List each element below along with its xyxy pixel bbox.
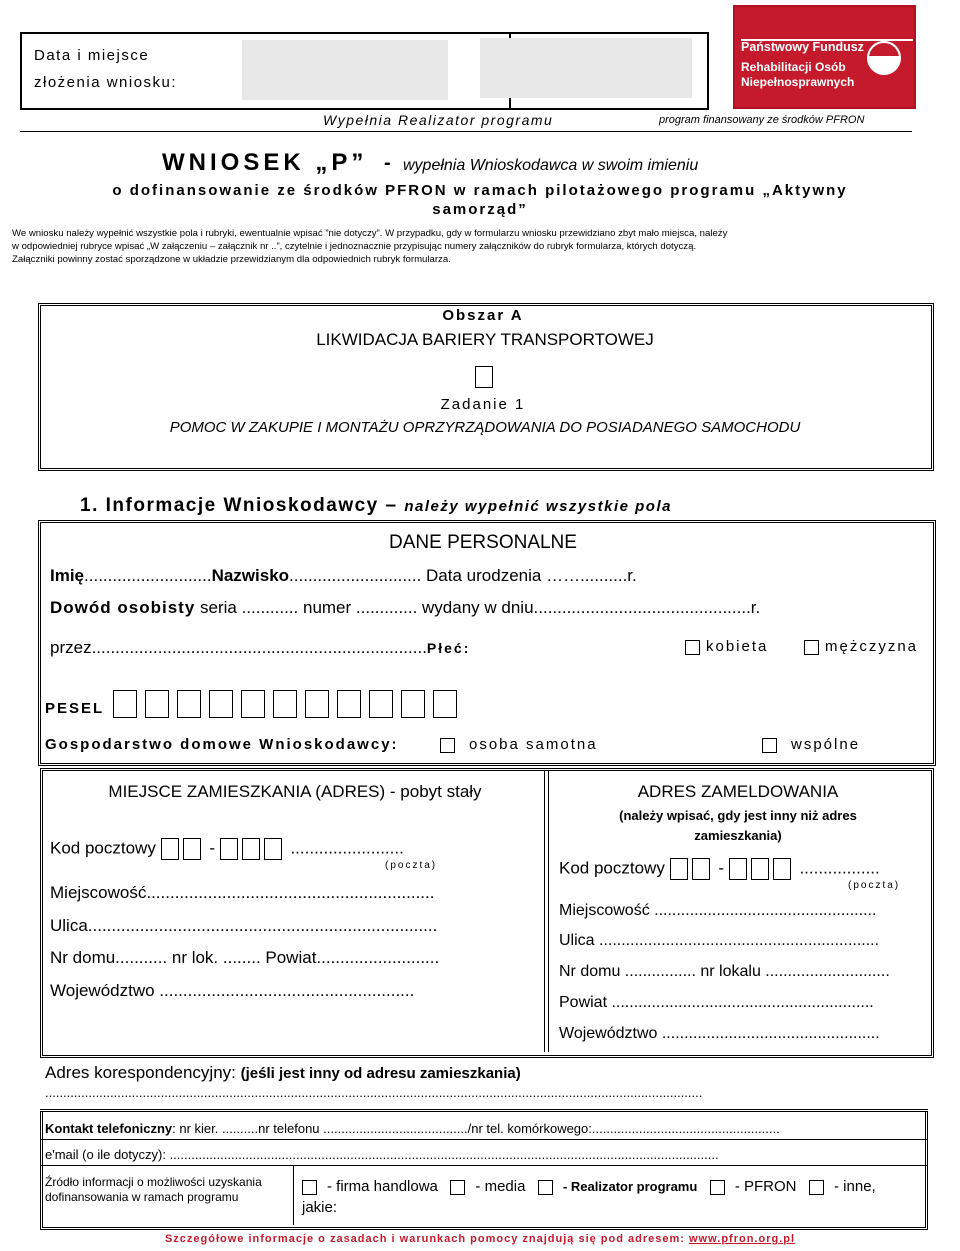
date-place-label: Data i miejsce złożenia wniosku:	[34, 47, 178, 91]
surname-field[interactable]: ............................	[289, 566, 422, 585]
task-label: Zadanie 1	[440, 396, 526, 413]
source-option-realizer[interactable]: - Realizator programu	[538, 1178, 697, 1195]
form-title: WNIOSEK „P”	[162, 149, 368, 176]
residence-header: MIEJSCE ZAMIESZKANIA (ADRES) - pobyt stały	[108, 782, 482, 801]
gender-male-option[interactable]: mężczyzna	[804, 638, 918, 655]
residence-city-field[interactable]: Miejscowość.............................................................	[50, 883, 435, 902]
source-other-field[interactable]: jakie:	[302, 1199, 338, 1216]
residence-post-field[interactable]: ........................	[290, 838, 404, 858]
personal-row-2: Dowód osobisty seria ............ numer ............. wydany w dniu..............................................r.	[50, 598, 761, 617]
registration-header: ADRES ZAMELDOWANIA	[637, 782, 839, 801]
checkbox-icon[interactable]	[710, 1180, 725, 1195]
filled-by-note: Wypełnia Realizator programu	[323, 112, 554, 128]
header-rule	[20, 131, 912, 132]
form-subtitle: wypełnia Wnioskodawca w swoim imieniu	[403, 157, 699, 174]
registration-box	[20, 32, 511, 110]
personal-row-3: przez.......................................................................Płeć:	[50, 638, 471, 657]
logo-circle-icon	[867, 41, 901, 75]
pfron-logo: Państwowy Fundusz Rehabilitacji Osób Niepełnosprawnych	[733, 5, 916, 109]
area-label: Obszar A	[442, 307, 524, 324]
checkbox-icon[interactable]	[685, 640, 700, 655]
source-label: Źródło informacji o możliwości uzyskania dofinansowania w ramach programu	[45, 1175, 262, 1204]
funded-note: program finansowany ze środków PFRON	[659, 114, 865, 126]
source-options	[302, 1178, 876, 1195]
footer-info: Szczegółowe informacje o zasadach i warunkach pomocy znajdują się pod adresem: www.pfron.org.pl	[164, 1233, 796, 1245]
form-purpose: o dofinansowanie ze środków PFRON w ramach pilotażowego programu „Aktywny	[112, 182, 848, 199]
source-option-media[interactable]: - media	[450, 1178, 525, 1195]
task-name: POMOC W ZAKUPIE I MONTAŻU OPRZYRZĄDOWANIA DO POSIADANEGO SAMOCHODU	[169, 419, 801, 436]
source-option-shop[interactable]: - firma handlowa	[302, 1178, 438, 1195]
name-field[interactable]: ...........................	[84, 566, 212, 585]
personal-header: DANE PERSONALNE	[389, 532, 577, 553]
checkbox-icon[interactable]	[440, 738, 455, 753]
registration-note: (należy wpisać, gdy jest inny niż adres zamieszkania)	[619, 808, 857, 843]
household-label: Gospodarstwo domowe Wnioskodawcy:	[45, 736, 399, 753]
case-box-border	[467, 32, 709, 110]
personal-row-1: Imię...........................Nazwisko............................ Data urodzenia ……..........r.	[50, 566, 637, 585]
footer-link[interactable]: www.pfron.org.pl	[689, 1233, 796, 1245]
residence-street-field[interactable]: Ulica..........................................................................	[50, 916, 438, 935]
source-option-other[interactable]: - inne,	[809, 1178, 876, 1195]
checkbox-icon[interactable]	[809, 1180, 824, 1195]
registration-county-field[interactable]: Powiat ...........................................................	[559, 994, 874, 1011]
correspondence-label: Adres korespondencyjny: (jeśli jest inny od adresu zamieszkania)	[45, 1063, 521, 1082]
pesel-boxes[interactable]	[113, 690, 465, 718]
registration-city-field[interactable]: Miejscowość ..................................................	[559, 902, 877, 919]
household-shared-option[interactable]: wspólne	[762, 736, 860, 753]
registration-postal: Kod pocztowy - .................	[559, 858, 880, 880]
checkbox-icon[interactable]	[762, 738, 777, 753]
email-field[interactable]: e'mail (o ile dotyczy): ........................................................................................................................................................	[45, 1147, 719, 1162]
gender-female-option[interactable]: kobieta	[685, 638, 768, 655]
residence-postal: Kod pocztowy - ........................	[50, 838, 404, 860]
source-option-pfron[interactable]: - PFRON	[710, 1178, 797, 1195]
registration-house-field[interactable]: Nr domu ................ nr lokalu ............................	[559, 963, 890, 980]
contact-row: Kontakt telefoniczny: nr kier. ..........nr telefonu ......................................../nr tel. komórkowego:....................................................	[45, 1121, 780, 1136]
correspondence-field[interactable]: ......................................................................................................................................................................................	[45, 1085, 703, 1100]
section-title: 1. Informacje Wnioskodawcy – należy wypełnić wszystkie pola	[80, 495, 672, 516]
household-single-option[interactable]: osoba samotna	[440, 736, 598, 753]
issued-by-field[interactable]: przez.......................................................................	[50, 638, 427, 657]
checkbox-icon[interactable]	[538, 1180, 553, 1195]
task-checkbox[interactable]	[475, 366, 493, 388]
registration-voivodeship-field[interactable]: Województwo .................................................	[559, 1025, 880, 1042]
pesel-label: PESEL	[45, 700, 105, 717]
registration-post-field[interactable]: .................	[799, 858, 880, 878]
birthdate-field[interactable]: ……..........r.	[546, 566, 637, 585]
phone-field[interactable]: : nr kier. ..........nr telefonu ......................................../nr tel. komórkowego:....................................................	[172, 1121, 780, 1136]
checkbox-icon[interactable]	[450, 1180, 465, 1195]
residence-house-field[interactable]: Nr domu........... nr lok. ........ Powiat..........................	[50, 948, 440, 967]
date-place-field[interactable]	[242, 40, 448, 100]
registration-street-field[interactable]: Ulica ...............................................................	[559, 932, 880, 949]
instructions: We wniosku należy wypełnić wszystkie pola i rubryki, ewentualnie wpisać ”nie dotyczy”. W przypadku, gdy w formularzu wniosku przewidziano zbyt mało miejsca, należy w odpowiedniej rubryce wpisać „W załączeniu – załącznik nr ..”, czytelnie i jednoznacznie przypisując numery załączników do rubryk formularza, których dotyczą. Załączniki powinny zostać sporządzone w układzie przewidzianym dla odpowiednich rubryk formularza.	[12, 228, 728, 265]
checkbox-icon[interactable]	[804, 640, 819, 655]
id-document-field[interactable]: seria ............ numer ............. wydany w dniu..............................................r.	[200, 598, 761, 617]
area-name: LIKWIDACJA BARIERY TRANSPORTOWEJ	[316, 330, 654, 349]
checkbox-icon[interactable]	[302, 1180, 317, 1195]
residence-voivodeship-field[interactable]: Województwo ......................................................	[50, 981, 415, 1000]
